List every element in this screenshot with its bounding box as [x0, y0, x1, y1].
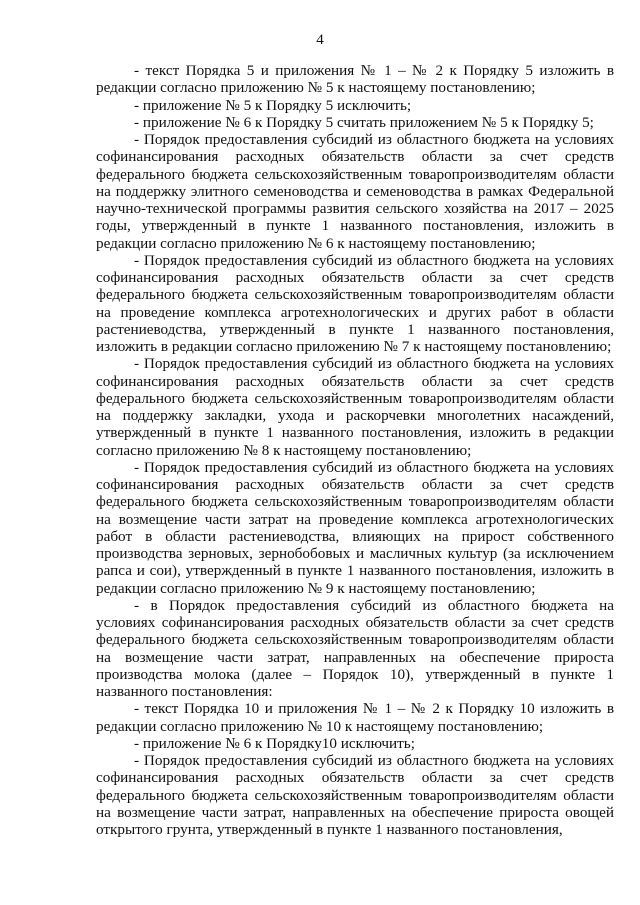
paragraph-appendix-6-order-10-exclude: - приложение № 6 к Порядку10 исключить;: [134, 734, 415, 752]
paragraph-appendix-6-renumber: - приложение № 6 к Порядку 5 считать приложением № 5 к Порядку 5;: [134, 113, 594, 131]
paragraph-order-vegetables: - Порядок предоставления субсидий из областного бюджета на условиях софинансирования расходных обязательств области за счет средств федерального бюджета сельскохозяйственным товаропроизводителям области на возмещение части затрат, направленных на обеспечение прироста овощей открытого грунта, утвержденный в пункте 1 названного постановления,: [96, 752, 614, 838]
paragraph-order-10-milk: - в Порядок предоставления субсидий из областного бюджета на условиях софинансирования расходных обязательств области за счет средств федерального бюджета сельскохозяйственным товаропроизводителям области на возмещение части затрат, направленных на обеспечение прироста производства молока (далее – Порядок 10), утвержденный в пункте 1 названного постановления:: [96, 596, 614, 700]
body-text: [96, 62, 614, 838]
paragraph-order-grain-crops: - Порядок предоставления субсидий из областного бюджета на условиях софинансирования расходных обязательств области за счет средств федерального бюджета сельскохозяйственным товаропроизводителям области на возмещение части затрат на проведение комплекса агротехнологических работ в области растениеводства, влияющих на прирост собственного производства зерновых, зернобобовых и масличных культур (за исключением рапса и сои), утвержденный в пункте 1 названного постановления, изложить в редакции согласно приложению № 9 к настоящему постановлению;: [96, 458, 614, 597]
paragraph-order-agrotech-works: - Порядок предоставления субсидий из областного бюджета на условиях софинансирования расходных обязательств области за счет средств федерального бюджета сельскохозяйственным товаропроизводителям области на проведение комплекса агротехнологических и других работ в области растениеводства, утвержденный в пункте 1 названного постановления, изложить в редакции согласно приложению № 7 к настоящему постановлению;: [96, 251, 614, 355]
page-number: 4: [316, 32, 324, 48]
paragraph-appendix-5-exclude: - приложение № 5 к Порядку 5 исключить;: [134, 96, 412, 114]
paragraph-order-elite-seed: - Порядок предоставления субсидий из областного бюджета на условиях софинансирования расходных обязательств области за счет средств федерального бюджета сельскохозяйственным товаропроизводителям области на поддержку элитного семеноводства и семеноводства в рамках Федеральной научно-технической программы развития сельского хозяйства на 2017 – 2025 годы, утвержденный в пункте 1 названного постановления, изложить в редакции согласно приложению № 6 к настоящему постановлению;: [96, 131, 614, 252]
paragraph-text-order-5: - текст Порядка 5 и приложения № 1 – № 2 к Порядку 5 изложить в редакции согласно приложению № 5 к настоящему постановлению;: [96, 62, 614, 97]
paragraph-order-perennial-plantings: - Порядок предоставления субсидий из областного бюджета на условиях софинансирования расходных обязательств области за счет средств федерального бюджета сельскохозяйственным товаропроизводителям области на поддержку закладки, ухода и раскорчевки многолетних насаждений, утвержденный в пункте 1 названного постановления, изложить в редакции согласно приложению № 8 к настоящему постановлению;: [96, 355, 614, 459]
paragraph-text-order-10: - текст Порядка 10 и приложения № 1 – № 2 к Порядку 10 изложить в редакции согласно приложению № 10 к настоящему постановлению;: [96, 700, 614, 735]
